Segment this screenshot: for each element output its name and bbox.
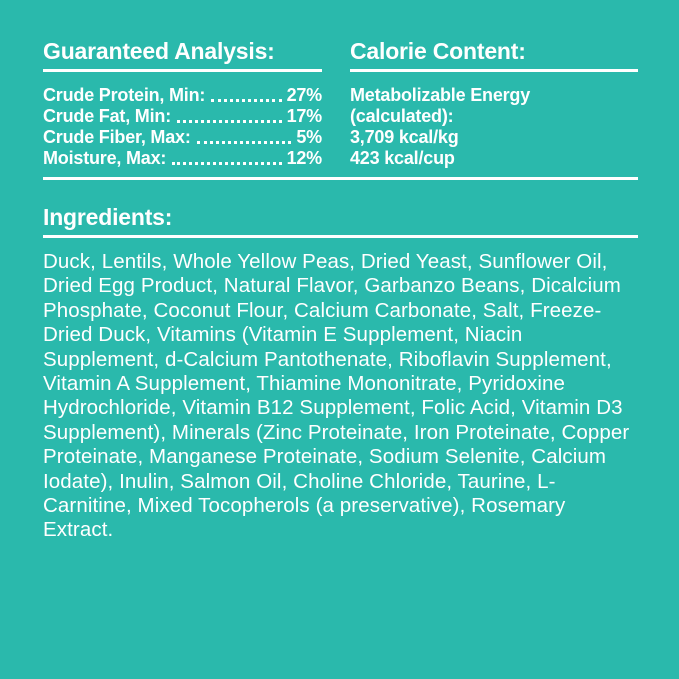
analysis-row-label: Crude Fat, Min:	[43, 106, 171, 126]
analysis-row	[43, 106, 322, 127]
analysis-row-label: Moisture, Max:	[43, 148, 167, 168]
section-divider	[43, 177, 638, 180]
analysis-row	[43, 85, 322, 106]
ingredients-title: Ingredients:	[43, 206, 638, 238]
analysis-row	[43, 127, 322, 148]
analysis-row-label: Crude Protein, Min:	[43, 85, 206, 105]
analysis-row-value: 27%	[286, 85, 322, 105]
analysis-row	[43, 148, 322, 169]
calorie-content-title: Calorie Content:	[350, 40, 638, 72]
analysis-row-value: 5%	[296, 127, 322, 147]
analysis-row-value: 12%	[286, 148, 322, 168]
analysis-calorie-columns	[43, 40, 638, 169]
guaranteed-analysis-title: Guaranteed Analysis:	[43, 40, 322, 72]
calorie-content-lines	[350, 85, 638, 169]
guaranteed-analysis-rows	[43, 85, 322, 169]
calorie-content-section	[350, 40, 638, 169]
analysis-row-label: Crude Fiber, Max:	[43, 127, 191, 147]
calorie-line: (calculated):	[350, 106, 454, 126]
calorie-line: 423 kcal/cup	[350, 148, 455, 168]
dot-leader	[197, 141, 292, 144]
analysis-row-value: 17%	[286, 106, 322, 126]
guaranteed-analysis-section	[43, 40, 322, 169]
calorie-line: Metabolizable Energy	[350, 85, 531, 105]
dot-leader	[211, 99, 281, 102]
ingredients-text: Duck, Lentils, Whole Yellow Peas, Dried Yeast, Sunflower Oil, Dried Egg Product, Natural Flavor, Garbanzo Beans, Dicalcium Phosphate, Coconut Flour, Calcium Carbonate, Salt, Freeze- Dried Duck, Vitamins (Vitamin E Supplement, Niacin Supplement, d-Calcium Pantothenate, Riboflavin Supplement, Vitamin A Supplement, Thiamine Mononitrate, Pyridoxine Hydrochloride, Vitamin B12 Supplement, Folic Acid, Vitamin D3 Supplement), Minerals (Zinc Proteinate, Iron Proteinate, Copper Proteinate, Manganese Proteinate, Sodium Selenite, Calcium Iodate), Inulin, Salmon Oil, Choline Chloride, Taurine, L-Carnitine, Mixed Tocopherols (a preservative), Rosemary Extract.	[43, 250, 630, 542]
dot-leader	[172, 162, 281, 165]
dot-leader	[177, 120, 282, 123]
calorie-line: 3,709 kcal/kg	[350, 127, 459, 147]
ingredients-section	[43, 206, 638, 543]
